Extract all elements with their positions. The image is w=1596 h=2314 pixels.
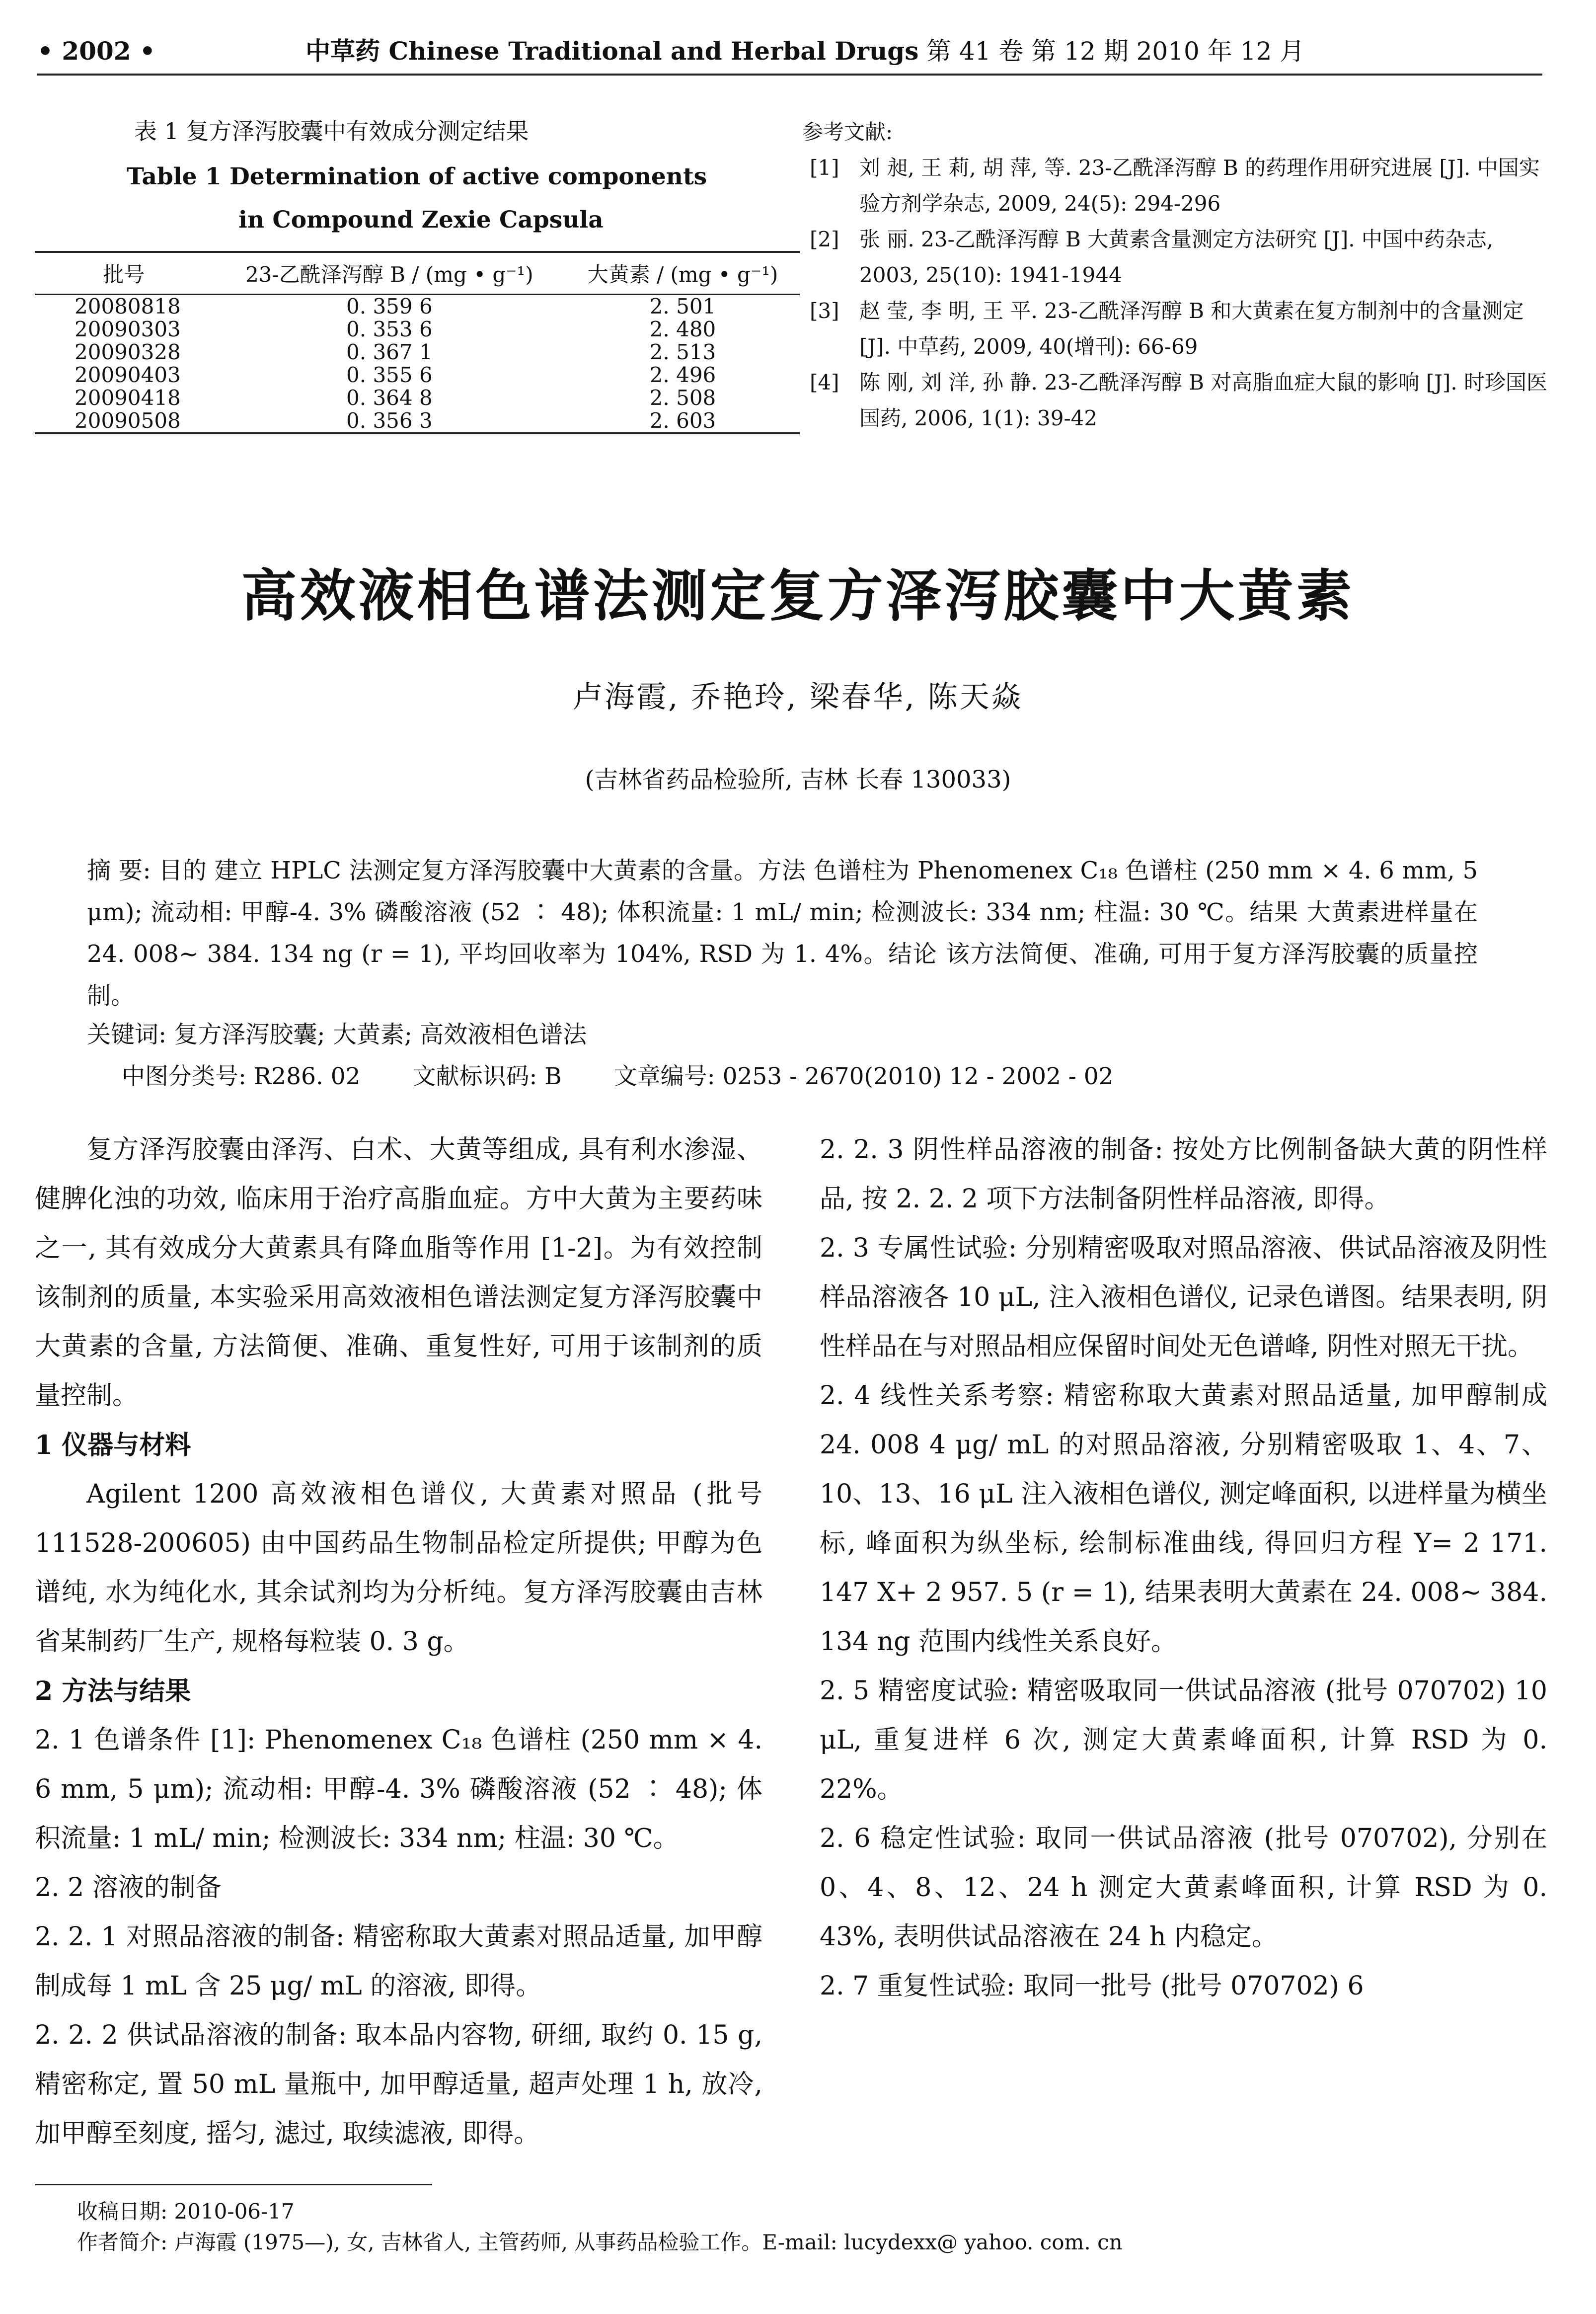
table-cell: 0. 364 8	[346, 386, 433, 410]
table-cell: 20090303	[75, 317, 181, 341]
reference-number: [1]	[810, 156, 839, 180]
body-paragraph: Agilent 1200 高效液相色谱仪, 大黄素对照品 (批号 111528-200605) 由中国药品生物制品检定所提供; 甲醇为色谱纯, 水为纯化水, 其余试剂均为分析纯。复方泽泻胶囊由吉林省某制药厂生产, 规格每粒装 0. 3 g。	[35, 1479, 762, 1657]
author-bio: 作者简介: 卢海霞 (1975—), 女, 吉林省人, 主管药师, 从事药品检验工作。E-mail: lucydexx@ yahoo. com. cn	[77, 2230, 1123, 2254]
table-cell: 0. 367 1	[346, 340, 433, 364]
keywords: 关键词: 复方泽泻胶囊; 大黄素; 高效液相色谱法	[87, 1021, 587, 1048]
footnote-divider	[35, 2184, 432, 2185]
section-heading: 2 方法与结果	[35, 1676, 191, 1706]
table-cell: 2. 496	[649, 363, 716, 387]
table-cell: 20090403	[75, 363, 181, 387]
body-paragraph: 2. 4 线性关系考察: 精密称取大黄素对照品适量, 加甲醇制成 24. 008 4 μg/ mL 的对照品溶液, 分别精密吸取 1、4、7、10、13、16 μL 注入液相色谱仪, 测定峰面积, 以进样量为横坐标, 峰面积为纵坐标, 绘制标准曲线, 得回归方程 Y= 2 171. 147 X+ 2 957. 5 (r = 1), 结果表明大黄素在 24. 008~ 384. 134 ng 范围内线性关系良好。	[820, 1381, 1547, 1657]
reference-text: 陈 刚, 刘 洋, 孙 静. 23-乙酰泽泻醇 B 对高脂血症大鼠的影响 [J]. 时珍国医国药, 2006, 1(1): 39-42	[859, 370, 1548, 430]
body-paragraph: 2. 3 专属性试验: 分别精密吸取对照品溶液、供试品溶液及阴性样品溶液各 10 μL, 注入液相色谱仪, 记录色谱图。结果表明, 阴性样品在与对照品相应保留时间处无色谱峰, 阴性对照无干扰。	[820, 1233, 1547, 1361]
table-cell: 2. 513	[649, 340, 716, 364]
references	[802, 114, 1557, 436]
reference-item	[802, 150, 1557, 222]
page-number: • 2002 •	[37, 36, 155, 66]
reference-text: 赵 莹, 李 明, 王 平. 23-乙酰泽泻醇 B 和大黄素在复方制剂中的含量测定 [J]. 中草药, 2009, 40(增刊): 66-69	[859, 299, 1524, 359]
author-list: 卢海霞, 乔艳玲, 梁春华, 陈天焱	[573, 680, 1023, 715]
table-cell: 0. 356 3	[346, 408, 433, 433]
document-code: 文献标识码: B	[412, 1063, 562, 1090]
table-caption-en-line2: in Compound Zexie Capsula	[238, 206, 604, 234]
reference-item	[802, 293, 1557, 365]
reference-text: 张 丽. 23-乙酰泽泻醇 B 大黄素含量测定方法研究 [J]. 中国中药杂志, 2003, 25(10): 1941-1944	[859, 227, 1494, 287]
body-paragraph: 2. 2. 3 阴性样品溶液的制备: 按处方比例制备缺大黄的阴性样品, 按 2. 2. 2 项下方法制备阴性样品溶液, 即得。	[820, 1135, 1547, 1214]
table-cell: 20090508	[75, 408, 181, 433]
body-column-right	[820, 1125, 1547, 2011]
reference-number: [4]	[810, 370, 839, 395]
table-row	[35, 318, 800, 341]
reference-text: 刘 昶, 王 莉, 胡 萍, 等. 23-乙酰泽泻醇 B 的药理作用研究进展 [J]. 中国实验方剂学杂志, 2009, 24(5): 294-296	[859, 156, 1540, 216]
table-caption-en: Table 1 Determination of active components	[127, 163, 707, 190]
body-column-left	[35, 1125, 762, 2158]
body-paragraph: 2. 1 色谱条件 [1]: Phenomenex C₁₈ 色谱柱 (250 mm × 4. 6 mm, 5 μm); 流动相: 甲醇-4. 3% 磷酸溶液 (52 ∶ 48); 体积流量: 1 mL/ min; 检测波长: 334 nm; 柱温: 30 ℃。	[35, 1725, 762, 1853]
table-cell: 20090328	[75, 340, 181, 364]
footnote	[77, 2196, 1557, 2258]
article-title: 高效液相色谱法测定复方泽泻胶囊中大黄素	[241, 563, 1355, 629]
reference-number: [2]	[810, 227, 839, 251]
table-cell: 20090418	[75, 386, 181, 410]
article-id: 文章编号: 0253 - 2670(2010) 12 - 2002 - 02	[613, 1063, 1114, 1090]
classification-line	[122, 1056, 1478, 1098]
table-caption-cn: 表 1 复方泽泻胶囊中有效成分测定结果	[134, 118, 529, 145]
table-row	[35, 295, 800, 319]
table-cell: 0. 359 6	[346, 294, 433, 319]
table-row	[35, 364, 800, 387]
received-date: 收稿日期: 2010-06-17	[77, 2199, 295, 2224]
body-paragraph: 2. 6 稳定性试验: 取同一供试品溶液 (批号 070702), 分别在 0、4、8、12、24 h 测定大黄素峰面积, 计算 RSD 为 0. 43%, 表明供试品溶液在 24 h 内稳定。	[820, 1824, 1547, 1952]
running-header	[37, 29, 1542, 76]
table-cell: 2. 603	[649, 408, 716, 433]
table-row	[35, 387, 800, 409]
affiliation: (吉林省药品检验所, 吉林 长春 130033)	[585, 766, 1011, 794]
body-paragraph: 2. 2 溶液的制备	[35, 1873, 222, 1903]
column-header: 大黄素 / (mg • g⁻¹)	[566, 252, 800, 295]
reference-item	[802, 222, 1557, 293]
table-cell: 20080818	[75, 294, 181, 319]
abstract: 摘 要: 目的 建立 HPLC 法测定复方泽泻胶囊中大黄素的含量。方法 色谱柱为 Phenomenex C₁₈ 色谱柱 (250 mm × 4. 6 mm, 5 μm); 流动相: 甲醇-4. 3% 磷酸溶液 (52 ∶ 48); 体积流量: 1 mL/ min; 检测波长: 334 nm; 柱温: 30 ℃。结果 大黄素进样量在 24. 008~ 384. 134 ng (r = 1), 平均回收率为 104%, RSD 为 1. 4%。结论 该方法简便、准确, 可用于复方泽泻胶囊的质量控制。	[87, 857, 1478, 1010]
reference-item	[802, 365, 1557, 436]
body-paragraph: 2. 5 精密度试验: 精密吸取同一供试品溶液 (批号 070702) 10 μL, 重复进样 6 次, 测定大黄素峰面积, 计算 RSD 为 0. 22%。	[820, 1676, 1547, 1804]
table-row	[35, 409, 800, 433]
issue-info: 第 41 卷 第 12 期 2010 年 12 月	[926, 37, 1305, 66]
reference-number: [3]	[810, 299, 839, 323]
table-row	[35, 341, 800, 364]
body-paragraph: 复方泽泻胶囊由泽泻、白术、大黄等组成, 具有利水渗湿、健脾化浊的功效, 临床用于治疗高脂血症。方中大黄为主要药味之一, 其有效成分大黄素具有降血脂等作用 [1-2]。为有效控制该制剂的质量, 本实验采用高效液相色谱法测定复方泽泻胶囊中大黄素的含量, 方法简便、准确、重复性好, 可用于该制剂的质量控制。	[35, 1135, 762, 1411]
table-cell: 2. 501	[649, 294, 716, 319]
column-header: 23-乙酰泽泻醇 B / (mg • g⁻¹)	[213, 252, 566, 295]
journal-name: 中草药 Chinese Traditional and Herbal Drugs	[305, 36, 919, 66]
body-paragraph: 2. 2. 2 供试品溶液的制备: 取本品内容物, 研细, 取约 0. 15 g, 精密称定, 置 50 mL 量瓶中, 加甲醇适量, 超声处理 1 h, 放冷, 加甲醇至刻度, 摇匀, 滤过, 取续滤液, 即得。	[35, 2020, 762, 2149]
table-cell: 2. 480	[649, 317, 716, 341]
body-paragraph: 2. 2. 1 对照品溶液的制备: 精密称取大黄素对照品适量, 加甲醇制成每 1 mL 含 25 μg/ mL 的溶液, 即得。	[35, 1922, 762, 2001]
section-heading: 1 仪器与材料	[35, 1430, 191, 1460]
results-table	[35, 251, 800, 434]
table-cell: 0. 355 6	[346, 363, 433, 387]
body-paragraph: 2. 7 重复性试验: 取同一批号 (批号 070702) 6	[820, 1971, 1364, 2001]
column-header: 批号	[35, 252, 213, 295]
table-cell: 0. 353 6	[346, 317, 433, 341]
references-heading: 参考文献:	[802, 120, 893, 144]
classification-number: 中图分类号: R286. 02	[122, 1063, 361, 1090]
table-header-row	[35, 252, 800, 295]
table-cell: 2. 508	[649, 386, 716, 410]
